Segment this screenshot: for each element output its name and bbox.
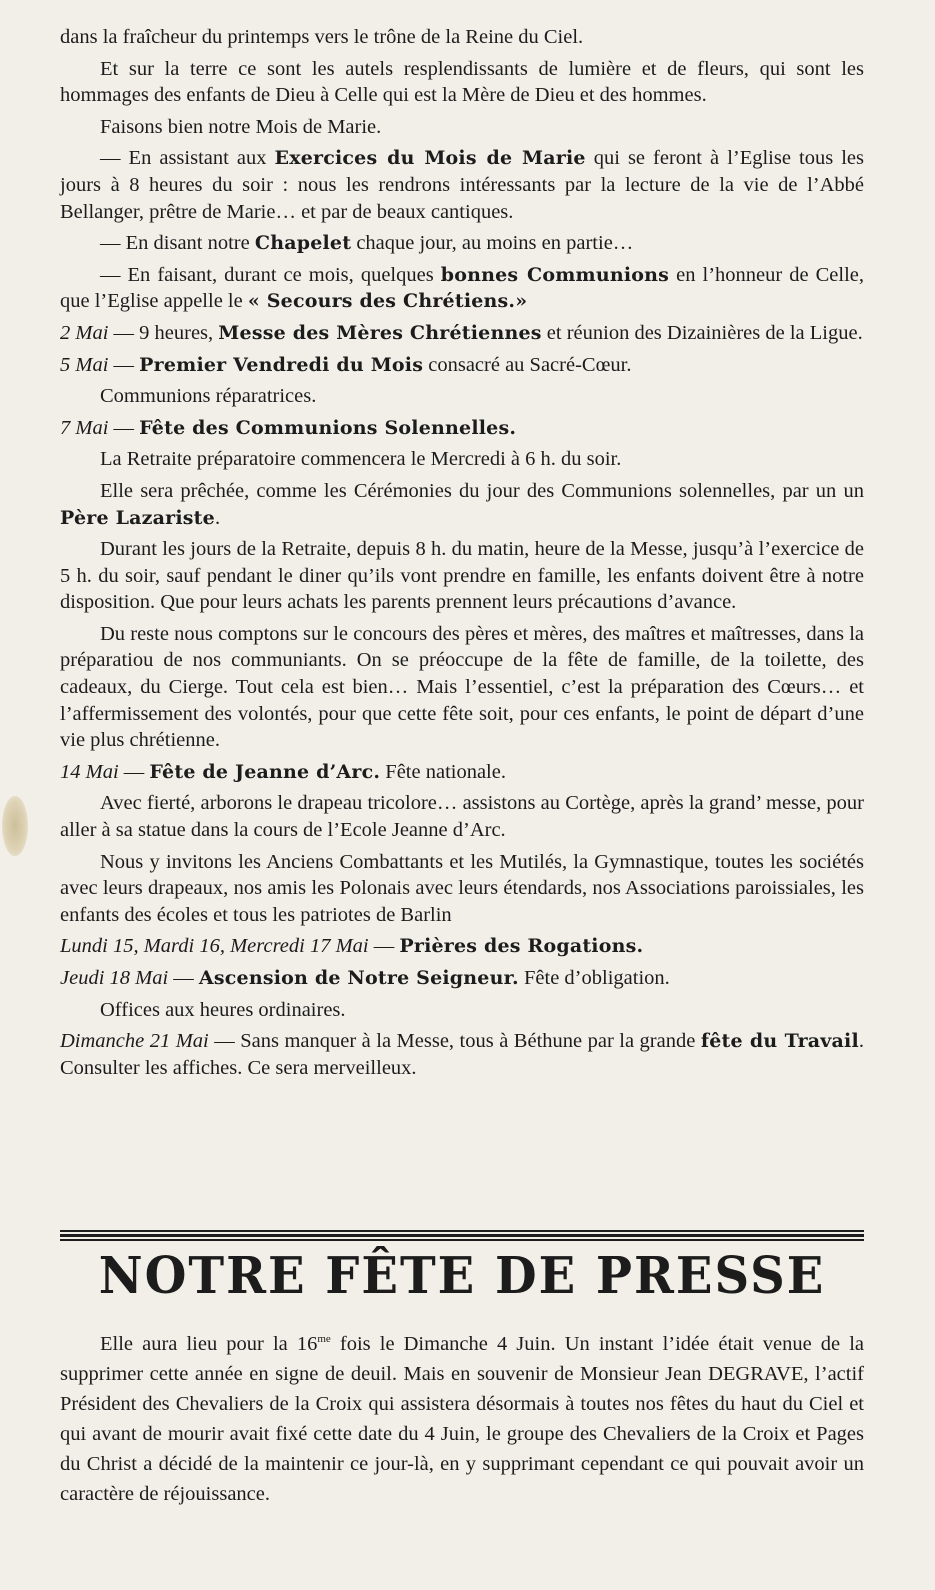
chapelet-paragraph bbox=[60, 230, 864, 257]
prechee-end: . bbox=[214, 506, 221, 529]
may7-entry bbox=[60, 415, 864, 442]
communions-bold: bonnes Communions bbox=[440, 263, 670, 286]
intro-line: dans la fraîcheur du printemps vers le trône de la Reine du Ciel. bbox=[60, 26, 584, 48]
section-divider bbox=[60, 1230, 864, 1241]
fierte-paragraph: Avec fierté, arborons le drapeau tricolore… assistons au Cortège, après la grand’ messe, pour aller à sa statue dans la cours de l’Ecole Jeanne d’Arc. bbox=[60, 792, 864, 842]
may14-bold: Fête de Jeanne d’Arc. bbox=[149, 760, 381, 783]
may2-bold: Messe des Mères Chrétiennes bbox=[218, 321, 542, 344]
may14-dash: — bbox=[123, 760, 150, 783]
retraite-line: La Retraite préparatoire commencera le Mercredi à 6 h. du soir. bbox=[100, 448, 622, 471]
may21-dash: — Sans manquer à la Messe, tous à Béthune par la grande bbox=[208, 1030, 701, 1053]
section-title: NOTRE FÊTE DE PRESSE bbox=[98, 1246, 826, 1306]
paper-stain bbox=[2, 796, 28, 856]
secours-bold: « Secours des Chrétiens.» bbox=[247, 290, 528, 313]
communions-text-2: en l’honneur de Celle, que l’Eglise appelle le bbox=[60, 263, 865, 313]
may2-dash: — 9 heures, bbox=[108, 321, 219, 344]
exercices-paragraph bbox=[60, 145, 864, 225]
may7-bold: Fête des Communions Solennelles. bbox=[139, 416, 517, 439]
may5-bold: Premier Vendredi du Mois bbox=[139, 353, 424, 376]
presse-text-2: fois le Dimanche 4 Juin. Un instant l’idée était venue de la supprimer cette année en signe de deuil. Mais en souvenir de Monsieur Jean DEGRAVE, l’actif Président des Chevaliers de la Croix qui assistera désormais à toutes nos fêtes du haut du Ciel et qui avant de mourir avait fixé cette date du 4 Juin, le groupe des Chevaliers de la Croix et Pages du Christ a décidé de la maintenir ce jour-là, en y supprimant cependant ce qui pouvait avoir un caractère de réjouissance. bbox=[60, 1332, 864, 1505]
may21-entry bbox=[60, 1028, 864, 1081]
may2-date: 2 Mai bbox=[60, 321, 109, 344]
communions-paragraph bbox=[60, 262, 864, 315]
ascension-rest: Fête d’obligation. bbox=[518, 967, 670, 989]
prechee-paragraph bbox=[60, 478, 864, 531]
chapelet-bold: Chapelet bbox=[254, 232, 352, 255]
rogations-bold: Prières des Rogations. bbox=[399, 935, 644, 958]
reste-paragraph: Du reste nous comptons sur le concours des pères et mères, des maîtres et maîtresses, dans la préparatiou de nos communiants. On se préoccupe de la fête de famille, de la toilette, des cadeaux, du Cierge. Tout cela est bien… Mais l’essentiel, c’est la préparation des Cœurs… et l’affermissement des volontés, pour que cette fête soit, pour ces enfants, le point de départ d’une vie plus chrétienne. bbox=[60, 622, 864, 752]
may14-rest: Fête nationale. bbox=[380, 760, 506, 783]
chapelet-text: — En disant notre bbox=[100, 232, 255, 255]
presse-paragraph bbox=[60, 1329, 864, 1509]
may2-rest: et réunion des Dizainières de la Ligue. bbox=[541, 321, 863, 344]
autels-paragraph: Et sur la terre ce sont les autels resplendissants de lumière et de fleurs, qui sont les hommages des enfants de Dieu à Celle qui est la Mère de Dieu et des hommes. bbox=[60, 57, 864, 107]
may5-rest: consacré au Sacré-Cœur. bbox=[423, 353, 632, 376]
may14-date: 14 Mai bbox=[60, 760, 119, 783]
ascension-date: Jeudi 18 Mai bbox=[60, 967, 169, 989]
may5-sub: Communions réparatrices. bbox=[100, 385, 317, 408]
presse-ordinal: me bbox=[317, 1332, 331, 1345]
may5-entry bbox=[60, 352, 864, 379]
invitons-paragraph: Nous y invitons les Anciens Combattants et les Mutilés, la Gymnastique, toutes les sociétés avec leurs drapeaux, nos amis les Polonais avec leurs étendards, nos Associations paroissiales, les enfants des écoles et tous les patriotes de Barlin bbox=[60, 850, 864, 926]
may5-date: 5 Mai bbox=[60, 353, 109, 376]
ascension-sub: Offices aux heures ordinaires. bbox=[100, 998, 346, 1021]
presse-text: Elle aura lieu pour la 16 bbox=[100, 1332, 318, 1355]
ascension-dash: — bbox=[168, 967, 199, 989]
exercices-bold: Exercices du Mois de Marie bbox=[274, 147, 586, 170]
rogations-entry bbox=[60, 933, 864, 960]
may7-date: 7 Mai bbox=[60, 416, 109, 439]
ascension-entry bbox=[60, 965, 864, 992]
communions-text: — En faisant, durant ce mois, quelques bbox=[100, 263, 441, 286]
may5-dash: — bbox=[108, 353, 140, 376]
rogations-dash: — bbox=[368, 935, 400, 958]
lazariste-bold: Père Lazariste bbox=[60, 506, 215, 529]
ascension-bold: Ascension de Notre Seigneur. bbox=[198, 967, 519, 989]
bulletin-text bbox=[60, 24, 864, 1086]
durant-paragraph: Durant les jours de la Retraite, depuis 8 h. du matin, heure de la Messe, jusqu’à l’exercice de 5 h. du soir, sauf pendant le diner qu’ils vont prendre en famille, les enfants doivent être à notre disposition. Que pour leurs achats les parents prennent leurs précautions d’avance. bbox=[60, 538, 864, 614]
may2-entry bbox=[60, 320, 864, 347]
may14-entry bbox=[60, 759, 864, 786]
may21-date: Dimanche 21 Mai bbox=[60, 1030, 209, 1053]
rogations-date: Lundi 15, Mardi 16, Mercredi 17 Mai bbox=[60, 935, 369, 958]
prechee-text: Elle sera prêchée, comme les Cérémonies du jour des Communions solennelles, par un un bbox=[100, 479, 864, 502]
faisons-line: Faisons bien notre Mois de Marie. bbox=[100, 115, 382, 138]
may21-rest: . Consulter les affiches. Ce sera merveilleux. bbox=[60, 1030, 865, 1079]
may7-dash: — bbox=[108, 416, 140, 439]
may21-bold: fête du Travail bbox=[700, 1030, 859, 1053]
exercices-text-2: qui se feront à l’Eglise tous les jours à 8 heures du soir : nous les rendrons intéressants par la lecture de la vie de l’Abbé Bellanger, prêtre de Marie… et par de beaux cantiques. bbox=[60, 147, 864, 223]
exercices-text: — En assistant aux bbox=[100, 147, 275, 170]
chapelet-text-2: chaque jour, au moins en partie… bbox=[351, 232, 634, 255]
